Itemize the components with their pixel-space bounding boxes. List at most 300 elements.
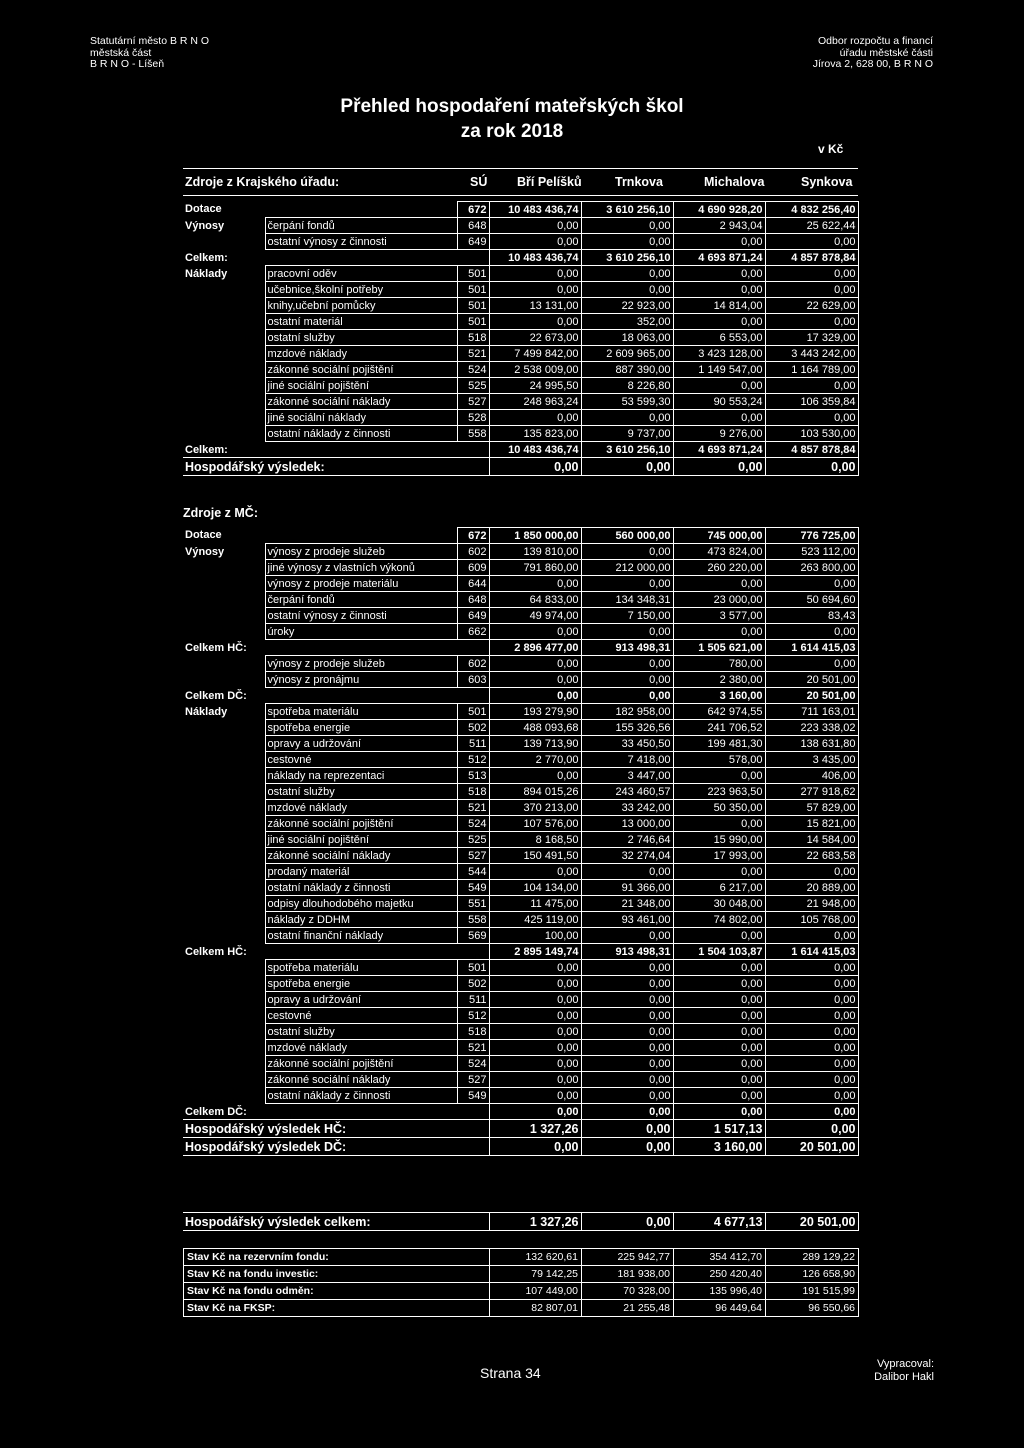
row-value: 0,00 (489, 234, 581, 250)
row-account-code: 602 (457, 656, 489, 672)
fund-row (184, 1266, 859, 1283)
row-label (183, 768, 265, 784)
row-value: 913 498,31 (581, 640, 673, 656)
row-label (183, 394, 265, 410)
row-value: 0,00 (673, 976, 765, 992)
header-left-line: B R N O - Líšeň (90, 58, 165, 70)
row-value: 50 350,00 (673, 800, 765, 816)
row-item: výnosy z prodeje služeb (265, 544, 457, 560)
row-value: 6 553,00 (673, 330, 765, 346)
row-value: 0,00 (489, 992, 581, 1008)
row-item: zákonné sociální pojištění (265, 816, 457, 832)
row-item: pracovní oděv (265, 266, 457, 282)
row-value: 3 160,00 (673, 688, 765, 704)
row-value: 0,00 (489, 656, 581, 672)
header-right-line: Jírova 2, 628 00, B R N O (812, 58, 933, 70)
row-value: 7 418,00 (581, 752, 673, 768)
row-value: 1 517,13 (673, 1120, 765, 1138)
row-label (183, 784, 265, 800)
row-label (183, 234, 265, 250)
row-value: 22 629,00 (765, 298, 858, 314)
row-value: 0,00 (673, 928, 765, 944)
row-label (183, 1088, 265, 1104)
table-row (183, 896, 858, 912)
table-row (183, 880, 858, 896)
row-value: 0,00 (581, 928, 673, 944)
row-value: 0,00 (581, 266, 673, 282)
table-row (183, 426, 858, 442)
row-label (183, 1056, 265, 1072)
row-item: mzdové náklady (265, 346, 457, 362)
row-item: spotřeba energie (265, 720, 457, 736)
column-school-3: Michalova (704, 175, 765, 189)
row-label (183, 1040, 265, 1056)
row-label (183, 832, 265, 848)
page-subtitle: za rok 2018 (460, 121, 564, 142)
table-row (183, 608, 858, 624)
total-result-value: 0,00 (581, 1213, 673, 1231)
row-value: 3 160,00 (673, 1138, 765, 1156)
row-value: 0,00 (765, 458, 858, 476)
row-value: 711 163,01 (765, 704, 858, 720)
table-row (183, 202, 858, 218)
fund-label: Stav Kč na fondu odměn: (184, 1283, 490, 1300)
row-value: 0,00 (581, 234, 673, 250)
fund-value: 132 620,61 (490, 1249, 582, 1266)
row-label (183, 608, 265, 624)
row-label: Hospodářský výsledek DČ: (183, 1138, 489, 1156)
row-value: 523 112,00 (765, 544, 858, 560)
row-value: 22 923,00 (581, 298, 673, 314)
row-label (183, 330, 265, 346)
row-account-code: 512 (457, 1008, 489, 1024)
row-account-code: 544 (457, 864, 489, 880)
row-account-code: 502 (457, 976, 489, 992)
row-label (183, 752, 265, 768)
row-account-code: 513 (457, 768, 489, 784)
row-value: 0,00 (673, 624, 765, 640)
row-item: ostatní výnosy z činnosti (265, 608, 457, 624)
row-value: 0,00 (489, 864, 581, 880)
row-value: 15 990,00 (673, 832, 765, 848)
row-account-code: 569 (457, 928, 489, 944)
row-value: 0,00 (765, 1104, 858, 1120)
row-account-code: 518 (457, 1024, 489, 1040)
funds-table (183, 1248, 859, 1317)
page-title: Přehled hospodaření mateřských škol (340, 96, 684, 117)
row-value: 780,00 (673, 656, 765, 672)
row-value: 241 706,52 (673, 720, 765, 736)
row-value: 0,00 (765, 1008, 858, 1024)
table-row (183, 442, 858, 458)
row-value: 0,00 (673, 576, 765, 592)
row-label: Dotace (185, 529, 222, 542)
row-value: 0,00 (581, 218, 673, 234)
fund-value: 191 515,99 (766, 1283, 859, 1300)
row-account-code: 649 (457, 234, 489, 250)
row-account-code: 527 (457, 848, 489, 864)
row-value: 0,00 (581, 282, 673, 298)
table-row (183, 266, 858, 282)
row-label (183, 864, 265, 880)
row-account-code: 602 (457, 544, 489, 560)
row-value: 4 690 928,20 (673, 202, 765, 218)
header-left-line: městská část (90, 46, 152, 59)
row-value: 0,00 (765, 378, 858, 394)
row-value: 3 577,00 (673, 608, 765, 624)
row-value: 3 435,00 (765, 752, 858, 768)
row-value: 0,00 (581, 992, 673, 1008)
row-value: 0,00 (673, 992, 765, 1008)
row-value: 0,00 (673, 266, 765, 282)
row-value: 0,00 (673, 378, 765, 394)
row-value: 0,00 (765, 576, 858, 592)
krajsky-urad-table (183, 201, 859, 476)
row-item: výnosy z prodeje služeb (265, 656, 457, 672)
row-value: 0,00 (489, 624, 581, 640)
row-value: 33 242,00 (581, 800, 673, 816)
row-item: čerpání fondů (265, 592, 457, 608)
row-value: 22 673,00 (489, 330, 581, 346)
row-account-code: 524 (457, 1056, 489, 1072)
table-row (183, 1120, 858, 1138)
row-value: 0,00 (765, 1056, 858, 1072)
fund-row (184, 1249, 859, 1266)
row-value: 20 501,00 (765, 688, 858, 704)
row-value: 0,00 (581, 1138, 673, 1156)
row-value: 0,00 (765, 266, 858, 282)
row-value: 105 768,00 (765, 912, 858, 928)
row-account-code: 511 (457, 992, 489, 1008)
column-school-1: Bří Pelíšků (517, 175, 582, 189)
row-value: 0,00 (581, 1040, 673, 1056)
row-value: 1 327,26 (489, 1120, 581, 1138)
row-item: ostatní náklady z činnosti (265, 880, 457, 896)
total-result-value: 1 327,26 (489, 1213, 581, 1231)
row-label: Celkem: (185, 443, 228, 456)
row-item: cestovné (265, 752, 457, 768)
row-value: 0,00 (581, 624, 673, 640)
table-row (183, 218, 858, 234)
fund-value: 96 550,66 (766, 1300, 859, 1317)
row-item: zákonné sociální pojištění (265, 362, 457, 378)
row-label (183, 1008, 265, 1024)
row-value: 0,00 (765, 282, 858, 298)
row-value: 2 943,04 (673, 218, 765, 234)
row-value: 2 609 965,00 (581, 346, 673, 362)
row-value: 0,00 (673, 1104, 765, 1120)
table-row (183, 1024, 858, 1040)
row-label (183, 378, 265, 394)
header-right-line: úřadu městské části (839, 46, 933, 59)
row-value: 0,00 (765, 1072, 858, 1088)
row-value: 100,00 (489, 928, 581, 944)
row-value: 560 000,00 (581, 528, 673, 544)
row-account-code: 518 (457, 784, 489, 800)
row-value: 0,00 (581, 960, 673, 976)
row-value: 0,00 (489, 282, 581, 298)
row-value: 0,00 (581, 1056, 673, 1072)
table-row (183, 992, 858, 1008)
row-value: 150 491,50 (489, 848, 581, 864)
row-value: 406,00 (765, 768, 858, 784)
row-value: 1 614 415,03 (765, 944, 858, 960)
row-value: 0,00 (489, 768, 581, 784)
row-account-code: 501 (457, 266, 489, 282)
header-right (813, 36, 933, 71)
row-label (183, 346, 265, 362)
row-value: 0,00 (673, 1056, 765, 1072)
row-item: zákonné sociální náklady (265, 1072, 457, 1088)
row-item: ostatní služby (265, 784, 457, 800)
row-account-code: 558 (457, 912, 489, 928)
table-row (183, 378, 858, 394)
table-row (183, 394, 858, 410)
row-label (183, 282, 265, 298)
total-result-table (183, 1212, 859, 1231)
row-value: 0,00 (673, 960, 765, 976)
row-label: Hospodářský výsledek HČ: (183, 1120, 489, 1138)
row-value: 0,00 (489, 1056, 581, 1072)
row-value: 0,00 (489, 976, 581, 992)
row-label: Celkem: (185, 251, 228, 264)
row-value: 0,00 (489, 672, 581, 688)
row-label (183, 410, 265, 426)
row-value: 0,00 (581, 1008, 673, 1024)
row-value: 0,00 (489, 960, 581, 976)
row-value: 0,00 (673, 816, 765, 832)
row-account-code: 527 (457, 1072, 489, 1088)
row-item: spotřeba materiálu (265, 960, 457, 976)
row-value: 0,00 (489, 1024, 581, 1040)
row-value: 0,00 (765, 314, 858, 330)
row-value: 260 220,00 (673, 560, 765, 576)
row-value: 0,00 (673, 1088, 765, 1104)
row-account-code: 644 (457, 576, 489, 592)
row-item: úroky (265, 624, 457, 640)
row-value: 3 423 128,00 (673, 346, 765, 362)
row-value: 263 800,00 (765, 560, 858, 576)
row-value: 0,00 (489, 266, 581, 282)
table-row (183, 672, 858, 688)
row-value: 0,00 (765, 864, 858, 880)
row-value: 1 164 789,00 (765, 362, 858, 378)
row-value: 0,00 (489, 1088, 581, 1104)
row-value: 0,00 (673, 410, 765, 426)
row-account-code: 549 (457, 880, 489, 896)
row-value: 139 810,00 (489, 544, 581, 560)
row-label (183, 736, 265, 752)
row-value: 23 000,00 (673, 592, 765, 608)
fund-value: 21 255,48 (582, 1300, 674, 1317)
row-value: 30 048,00 (673, 896, 765, 912)
row-value: 10 483 436,74 (489, 202, 581, 218)
table-row (183, 528, 858, 544)
row-value: 2 770,00 (489, 752, 581, 768)
row-account-code: 648 (457, 592, 489, 608)
fund-value: 126 658,90 (766, 1266, 859, 1283)
row-value: 103 530,00 (765, 426, 858, 442)
row-item: ostatní služby (265, 1024, 457, 1040)
table-row (183, 832, 858, 848)
table-row (183, 362, 858, 378)
row-item: ostatní finanční náklady (265, 928, 457, 944)
row-label: Celkem HČ: (185, 945, 247, 958)
fund-value: 181 938,00 (582, 1266, 674, 1283)
row-item: opravy a udržování (265, 736, 457, 752)
row-value: 0,00 (765, 992, 858, 1008)
row-value: 135 823,00 (489, 426, 581, 442)
row-value: 14 814,00 (673, 298, 765, 314)
row-label: Celkem HČ: (185, 641, 247, 654)
row-value: 2 538 009,00 (489, 362, 581, 378)
mc-section-title: Zdroje z MČ: (183, 506, 258, 520)
row-value: 0,00 (765, 928, 858, 944)
row-account-code: 525 (457, 378, 489, 394)
row-value: 13 131,00 (489, 298, 581, 314)
row-label: Dotace (185, 203, 222, 216)
table-row (183, 458, 858, 476)
row-value: 106 359,84 (765, 394, 858, 410)
table-row (183, 624, 858, 640)
column-school-4: Synkova (801, 175, 853, 189)
row-value: 3 443 242,00 (765, 346, 858, 362)
fund-value: 79 142,25 (490, 1266, 582, 1283)
row-label (183, 576, 265, 592)
prepared-by (874, 1358, 934, 1384)
source-heading: Zdroje z Krajského úřadu: (185, 175, 340, 189)
row-value: 0,00 (673, 1008, 765, 1024)
row-value: 642 974,55 (673, 704, 765, 720)
row-label (183, 960, 265, 976)
row-value: 0,00 (581, 1072, 673, 1088)
row-value: 894 015,26 (489, 784, 581, 800)
row-label (183, 426, 265, 442)
row-account-code: 609 (457, 560, 489, 576)
row-value: 4 857 878,84 (765, 250, 858, 266)
row-account-code: 558 (457, 426, 489, 442)
row-value: 0,00 (765, 976, 858, 992)
fund-value: 250 420,40 (674, 1266, 766, 1283)
row-value: 2 895 149,74 (489, 944, 581, 960)
table-row (183, 784, 858, 800)
row-value: 1 614 415,03 (765, 640, 858, 656)
fund-label: Stav Kč na rezervním fondu: (184, 1249, 490, 1266)
row-item: knihy,učební pomůcky (265, 298, 457, 314)
fund-value: 70 328,00 (582, 1283, 674, 1300)
fund-value: 96 449,64 (674, 1300, 766, 1317)
row-value: 155 326,56 (581, 720, 673, 736)
header-right-line: Odbor rozpočtu a financí (818, 35, 933, 47)
table-row (183, 314, 858, 330)
row-value: 21 348,00 (581, 896, 673, 912)
row-value: 0,00 (489, 314, 581, 330)
row-value: 0,00 (765, 1024, 858, 1040)
row-item: výnosy z pronájmu (265, 672, 457, 688)
row-value: 0,00 (673, 234, 765, 250)
row-value: 4 857 878,84 (765, 442, 858, 458)
table-row (183, 752, 858, 768)
row-item: spotřeba materiálu (265, 704, 457, 720)
row-value: 64 833,00 (489, 592, 581, 608)
row-value: 18 063,00 (581, 330, 673, 346)
row-item: náklady na reprezentaci (265, 768, 457, 784)
table-row (183, 816, 858, 832)
row-value: 0,00 (581, 864, 673, 880)
table-row (183, 346, 858, 362)
row-value: 13 000,00 (581, 816, 673, 832)
row-account-code: 649 (457, 608, 489, 624)
row-label (183, 298, 265, 314)
row-label (183, 672, 265, 688)
table-row (183, 1040, 858, 1056)
row-value: 10 483 436,74 (489, 442, 581, 458)
row-value: 3 610 256,10 (581, 442, 673, 458)
row-value: 138 631,80 (765, 736, 858, 752)
row-item: prodaný materiál (265, 864, 457, 880)
row-value: 7 150,00 (581, 608, 673, 624)
fund-value: 82 807,01 (490, 1300, 582, 1317)
table-row (183, 848, 858, 864)
row-value: 49 974,00 (489, 608, 581, 624)
column-su: SÚ (470, 175, 488, 189)
row-value: 0,00 (581, 576, 673, 592)
table-row (183, 944, 858, 960)
row-value: 2 746,64 (581, 832, 673, 848)
row-value: 3 610 256,10 (581, 250, 673, 266)
row-account-code: 521 (457, 1040, 489, 1056)
row-value: 20 501,00 (765, 1138, 858, 1156)
fund-row (184, 1300, 859, 1317)
row-value: 0,00 (673, 458, 765, 476)
table-row (183, 912, 858, 928)
row-value: 488 093,68 (489, 720, 581, 736)
row-label: Náklady (185, 705, 228, 718)
row-value: 91 366,00 (581, 880, 673, 896)
table-row (183, 640, 858, 656)
row-value: 0,00 (581, 1120, 673, 1138)
row-label (183, 1072, 265, 1088)
row-item: ostatní materiál (265, 314, 457, 330)
row-value: 0,00 (489, 1072, 581, 1088)
row-account-code: 524 (457, 816, 489, 832)
row-value: 22 683,58 (765, 848, 858, 864)
row-value: 0,00 (765, 624, 858, 640)
row-account-code: 551 (457, 896, 489, 912)
row-account-code: 603 (457, 672, 489, 688)
row-value: 8 226,80 (581, 378, 673, 394)
row-item: výnosy z prodeje materiálu (265, 576, 457, 592)
currency-unit: v Kč (818, 142, 844, 156)
row-value: 11 475,00 (489, 896, 581, 912)
table-row (183, 704, 858, 720)
table-row (183, 544, 858, 560)
row-value: 473 824,00 (673, 544, 765, 560)
row-value: 887 390,00 (581, 362, 673, 378)
row-value: 0,00 (765, 656, 858, 672)
table-row (183, 1138, 858, 1156)
fund-label: Stav Kč na fondu investic: (184, 1266, 490, 1283)
row-value: 0,00 (673, 1040, 765, 1056)
row-value: 4 832 256,40 (765, 202, 858, 218)
row-account-code: 501 (457, 298, 489, 314)
row-value: 182 958,00 (581, 704, 673, 720)
row-item: ostatní služby (265, 330, 457, 346)
row-value: 1 505 621,00 (673, 640, 765, 656)
row-value: 0,00 (673, 314, 765, 330)
row-value: 3 447,00 (581, 768, 673, 784)
row-item: opravy a udržování (265, 992, 457, 1008)
